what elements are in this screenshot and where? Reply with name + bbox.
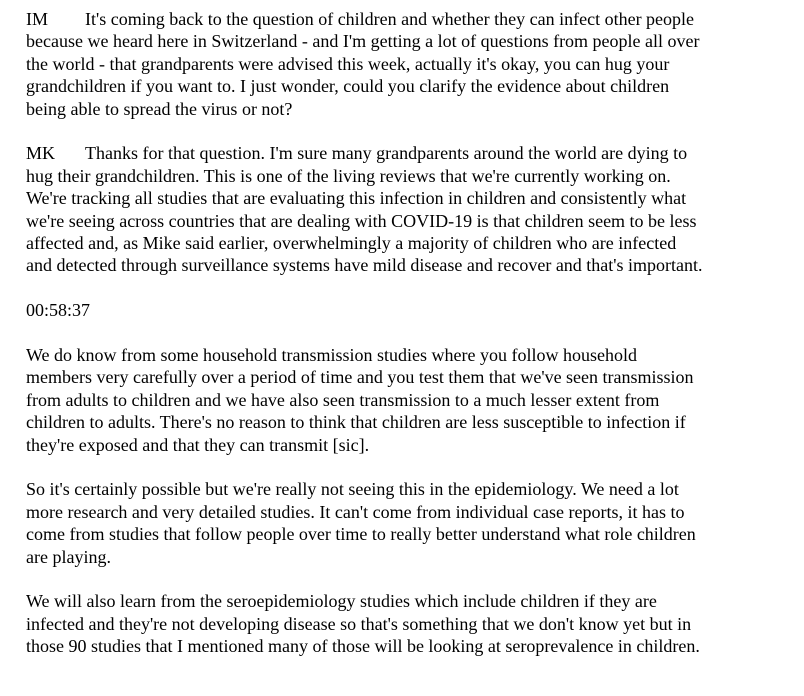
paragraph-line: are playing.	[26, 546, 111, 567]
paragraph-line: more research and very detailed studies. It can't come from individual case reports, it has to	[26, 501, 685, 522]
timestamp-paragraph	[26, 299, 798, 321]
timestamp: 00:58:37	[26, 300, 91, 321]
paragraph-line-text: Thanks for that question. I'm sure many grandparents around the world are dying to	[85, 143, 688, 164]
paragraph-line: We do know from some household transmission studies where you follow household	[26, 345, 637, 366]
speaker-label-im: IM	[26, 9, 48, 29]
paragraph-line: affected and, as Mike said earlier, overwhelmingly a majority of children who are infected	[26, 233, 677, 254]
paragraph-line: infected and they're not developing disease so that's something that we don't know yet but in	[26, 613, 692, 634]
paragraph-line: from adults to children and we have also seen transmission to a much lesser extent from	[26, 389, 660, 410]
speaker-label-mk: MK	[26, 143, 56, 164]
paragraph-line: We will also learn from the seroepidemiology studies which include children if they are	[26, 591, 657, 612]
paragraph-line: So it's certainly possible but we're really not seeing this in the epidemiology. We need a lot	[26, 479, 679, 500]
household-studies-paragraph	[26, 344, 798, 456]
paragraph-line: they're exposed and that they can transmit [sic].	[26, 434, 370, 455]
paragraph-line: those 90 studies that I mentioned many of those will be looking at seroprevalence in children.	[26, 636, 700, 657]
paragraph-line: because we heard here in Switzerland - and I'm getting a lot of questions from people all over	[26, 31, 700, 52]
paragraph-line: members very carefully over a period of time and you test them that we've seen transmission	[26, 367, 694, 388]
paragraph-line: grandchildren if you want to. I just wonder, could you clarify the evidence about children	[26, 76, 670, 97]
epidemiology-paragraph	[26, 478, 798, 568]
transcript-document	[26, 8, 798, 680]
speaker-mk-paragraph	[26, 142, 798, 276]
paragraph-line: hug their grandchildren. This is one of the living reviews that we're currently working on.	[26, 165, 671, 186]
paragraph-line: the world - that grandparents were advised this week, actually it's okay, you can hug your	[26, 53, 670, 74]
paragraph-line: We're tracking all studies that are evaluating this infection in children and consistently what	[26, 188, 687, 209]
paragraph-line-text: It's coming back to the question of children and whether they can infect other people	[85, 9, 695, 29]
paragraph-line: being able to spread the virus or not?	[26, 98, 293, 119]
paragraph-line: we're seeing across countries that are dealing with COVID-19 is that children seem to be less	[26, 210, 697, 231]
speaker-im-paragraph	[26, 8, 798, 120]
paragraph-line	[26, 142, 798, 164]
paragraph-line: come from studies that follow people over time to really better understand what role children	[26, 524, 696, 545]
paragraph-line: and detected through surveillance systems have mild disease and recover and that's important.	[26, 255, 703, 276]
paragraph-line: children to adults. There's no reason to think that children are less susceptible to infection if	[26, 412, 686, 433]
seroepidemiology-paragraph	[26, 590, 798, 657]
paragraph-line	[26, 8, 798, 30]
